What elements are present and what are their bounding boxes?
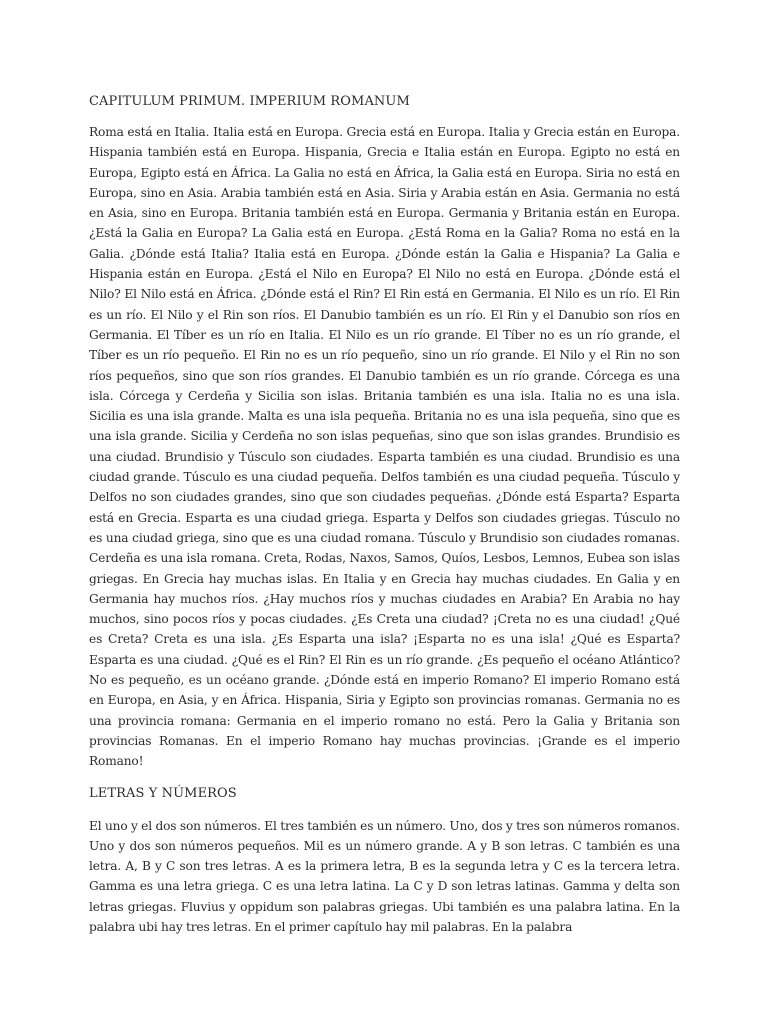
document-page: [89, 92, 680, 1024]
chapter-heading: CAPITULUM PRIMUM. IMPERIUM ROMANUM: [89, 94, 410, 109]
chapter-paragraph: Roma está en Italia. Italia está en Europa. Grecia está en Europa. Italia y Grecia están en Europa. Hispania también está en Europa. Hispania, Grecia e Italia están en Europa. Egipto no está en Europa, Egipto está en África. La Galia no está en África, la Galia está en Europa. Siria no está en Europa, sino en Asia. Arabia también está en Asia. Siria y Arabia están en Asia. Germania no está en Asia, sino en Europa. Britania también está en Europa. Germania y Britania están en Europa. ¿Está la Galia en Europa? La Galia está en Europa. ¿Está Roma en la Galia? Roma no está en la Galia. ¿Dónde está Italia? Italia está en Europa. ¿Dónde están la Galia e Hispania? La Galia e Hispania están en Europa. ¿Está el Nilo en Europa? El Nilo no está en Europa. ¿Dónde está el Nilo? El Nilo está en África. ¿Dónde está el Rin? El Rin está en Germania. El Nilo es un río. El Rin es un río. El Nilo y el Rin son ríos. El Danubio también es un río. El Rin y el Danubio son ríos en Germania. El Tíber es un río en Italia. El Nilo es un río grande. El Tíber no es un río grande, el Tíber es un río pequeño. El Rin no es un río pequeño, sino un río grande. El Nilo y el Rin no son ríos pequeños, sino que son ríos grandes. El Danubio también es un río grande. Córcega es una isla. Córcega y Cerdeña y Sicilia son islas. Britania también es una isla. Italia no es una isla. Sicilia es una isla grande. Malta es una isla pequeña. Britania no es una isla pequeña, sino que es una isla grande. Sicilia y Cerdeña no son islas pequeñas, sino que son islas grandes. Brundisio es una ciudad. Brundisio y Túsculo son ciudades. Esparta también es una ciudad. Brundisio es una ciudad grande. Túsculo es una ciudad pequeña. Delfos también es una ciudad pequeña. Túsculo y Delfos no son ciudades grandes, sino que son ciudades pequeñas. ¿Dónde está Esparta? Esparta está en Grecia. Esparta es una ciudad griega. Esparta y Delfos son ciudades griegas. Túsculo no es una ciudad griega, sino que es una ciudad romana. Túsculo y Brundisio son ciudades romanas. Cerdeña es una isla romana. Creta, Rodas, Naxos, Samos, Quíos, Lesbos, Lemnos, Eubea son islas griegas. En Grecia hay muchas islas. En Italia y en Grecia hay muchas ciudades. En Galia y en Germania hay muchos ríos. ¿Hay muchos ríos y muchas ciudades en Arabia? En Arabia no hay muchos, sino pocos ríos y pocas ciudades. ¿Es Creta una ciudad? ¡Creta no es una ciudad! ¿Qué es Creta? Creta es una isla. ¿Es Esparta una isla? ¡Esparta no es una isla! ¿Qué es Esparta? Esparta es una ciudad. ¿Qué es el Rin? El Rin es un río grande. ¿Es pequeño el océano Atlántico? No es pequeño, es un océano grande. ¿Dónde está en imperio Romano? El imperio Romano está en Europa, en Asia, y en África. Hispania, Siria y Egipto son provincias romanas. Germania no es una provincia romana: Germania en el imperio romano no está. Pero la Galia y Britania son provincias Romanas. En el imperio Romano hay muchas provincias. ¡Grande es el imperio Romano!: [89, 125, 680, 769]
section-heading: LETRAS Y NÚMEROS: [89, 785, 237, 801]
section-paragraph: El uno y el dos son números. El tres también es un número. Uno, dos y tres son números romanos. Uno y dos son números pequeños. Mil es un número grande. A y B son letras. C también es una letra. A, B y C son tres letras. A es la primera letra, B es la segunda letra y C es la tercera letra. Gamma es una letra griega. C es una letra latina. La C y D son letras latinas. Gamma y delta son letras griegas. Fluvius y oppidum son palabras griegas. Ubi también es una palabra latina. En la palabra ubi hay tres letras. En el primer capítulo hay mil palabras. En la palabra: [89, 818, 680, 934]
